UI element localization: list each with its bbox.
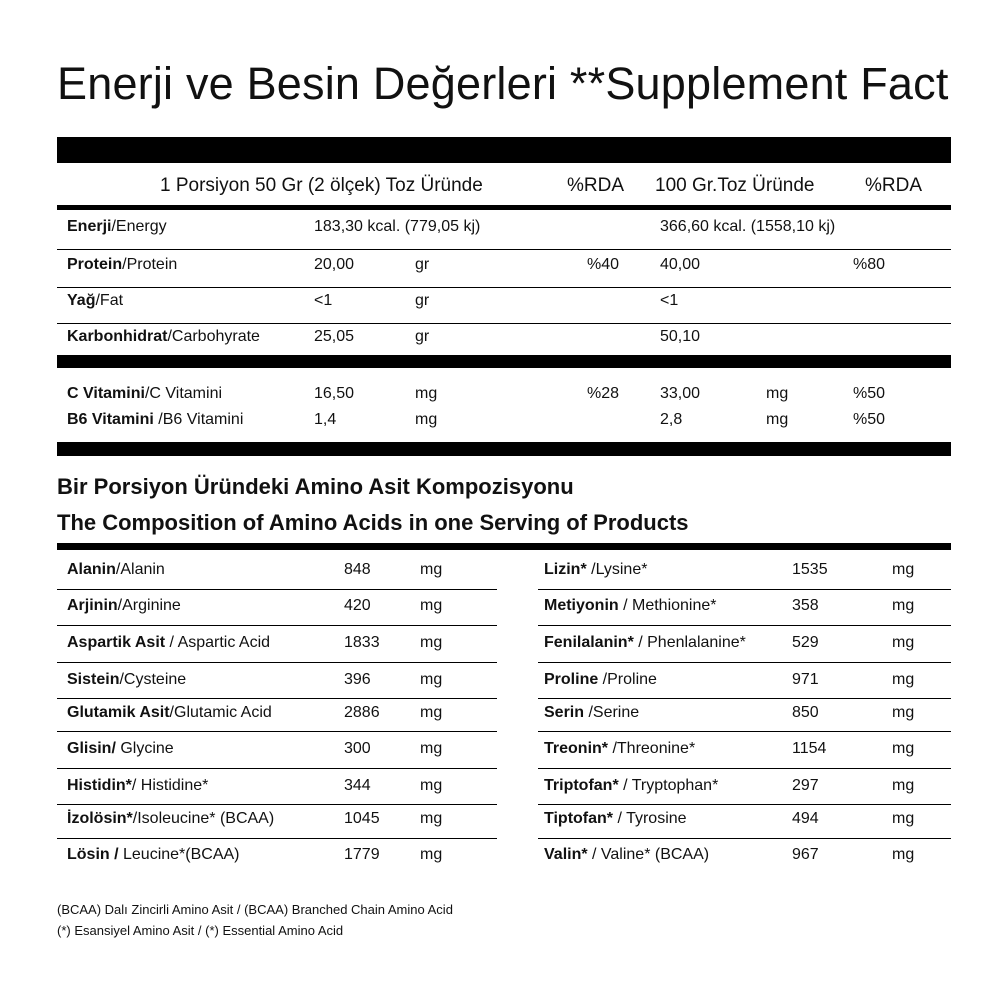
amino-right-label-tr: Fenilalanin* (544, 634, 634, 651)
page-title: Enerji ve Besin Değerleri **Supplement Fact (57, 58, 949, 109)
amino-right-unit: mg (892, 634, 915, 651)
unit-portion: gr (415, 256, 430, 273)
amino-right-value: 971 (792, 671, 819, 688)
amino-right-label-en: /Threonine* (608, 740, 696, 757)
value-portion: 20,00 (314, 256, 355, 273)
amino-right-label-tr: Tiptofan* (544, 810, 614, 827)
amino-right-label-tr: Proline (544, 671, 599, 688)
amino-left-value: 1833 (344, 634, 380, 651)
amino-left-label (67, 671, 186, 689)
amino-right-label (544, 777, 718, 795)
amino-left-unit: mg (420, 740, 443, 757)
nutrient-label (67, 328, 260, 346)
footnote-essential: (*) Esansiyel Amino Asit / (*) Essential Amino Acid (57, 923, 344, 938)
amino-right-label-tr: Triptofan* (544, 777, 619, 794)
amino-right-value: 850 (792, 704, 819, 721)
amino-right-label-tr: Serin (544, 704, 585, 721)
nutrient-label-tr: Protein (67, 256, 123, 273)
amino-right-value: 494 (792, 810, 819, 827)
amino-right-label (544, 846, 709, 864)
amino-right-label-tr: Valin* (544, 846, 588, 863)
nutrient-label-en: /Carbohyrate (167, 328, 260, 345)
vitamin-label-tr: C Vitamini (67, 385, 145, 402)
amino-left-unit: mg (420, 597, 443, 614)
nutrient-label-tr: Yağ (67, 292, 96, 309)
amino-row-divider-right (538, 731, 951, 732)
amino-left-label (67, 810, 274, 828)
amino-left-label-en: Glycine (115, 740, 174, 757)
amino-right-label-en: / Methionine* (618, 597, 717, 614)
amino-right-label-en: / Phenlalanine* (633, 634, 746, 651)
amino-left-value: 1045 (344, 810, 380, 827)
amino-row-divider-right (538, 625, 951, 626)
amino-divider-bar (57, 543, 951, 550)
amino-right-label-en: / Tyrosine (613, 810, 687, 827)
row-divider (57, 323, 951, 324)
amino-left-value: 344 (344, 777, 371, 794)
nutrient-label-tr: Karbonhidrat (67, 328, 168, 345)
vitamin-label (67, 411, 243, 429)
amino-left-label-tr: Lösin / (67, 846, 119, 863)
nutrient-label-tr: Enerji (67, 218, 112, 235)
amino-right-label-en: /Proline (598, 671, 657, 688)
amino-right-unit: mg (892, 777, 915, 794)
amino-row-divider-right (538, 662, 951, 663)
amino-right-value: 1535 (792, 561, 828, 578)
section-divider-bar (57, 442, 951, 456)
amino-left-value: 396 (344, 671, 371, 688)
amino-right-value: 967 (792, 846, 819, 863)
amino-right-label-en: / Tryptophan* (618, 777, 719, 794)
amino-right-label (544, 740, 695, 758)
amino-left-label-en: /Arginine (117, 597, 181, 614)
amino-title-tr: Bir Porsiyon Üründeki Amino Asit Kompozisyonu (57, 474, 574, 499)
amino-row-divider-right (538, 804, 951, 805)
amino-left-unit: mg (420, 561, 443, 578)
value-portion: 16,50 (314, 385, 355, 402)
vitamin-label-tr: B6 Vitamini (67, 411, 159, 428)
nutrient-label (67, 292, 123, 310)
amino-left-label-en: /Alanin (115, 561, 165, 578)
amino-left-label-tr: Glutamik Asit (67, 704, 170, 721)
per100-header: 100 Gr.Toz Üründe (655, 175, 815, 196)
value-portion: 183,30 kcal. (779,05 kj) (314, 218, 481, 235)
amino-left-unit: mg (420, 846, 443, 863)
amino-right-label-en: /Lysine* (586, 561, 648, 578)
amino-right-label (544, 671, 657, 689)
amino-right-unit: mg (892, 846, 915, 863)
amino-left-value: 300 (344, 740, 371, 757)
vitamin-label (67, 385, 222, 403)
amino-left-label (67, 777, 208, 795)
amino-right-label (544, 634, 746, 652)
amino-right-value: 297 (792, 777, 819, 794)
rda-header-2: %RDA (865, 175, 923, 196)
amino-left-unit: mg (420, 810, 443, 827)
amino-left-value: 2886 (344, 704, 380, 721)
amino-row-divider-left (57, 625, 497, 626)
amino-right-label (544, 597, 717, 615)
nutrient-label-en: /Protein (122, 256, 178, 273)
amino-right-unit: mg (892, 740, 915, 757)
vitamin-label-en: /B6 Vitamini (158, 411, 244, 428)
amino-left-label-en: / Aspartic Acid (165, 634, 271, 651)
amino-right-unit: mg (892, 704, 915, 721)
amino-left-unit: mg (420, 704, 443, 721)
amino-row-divider-left (57, 589, 497, 590)
amino-left-label (67, 561, 165, 579)
nutrient-label (67, 218, 167, 236)
amino-left-value: 420 (344, 597, 371, 614)
amino-left-label (67, 740, 174, 758)
amino-right-label (544, 704, 639, 722)
rda-100g: %80 (853, 256, 886, 273)
amino-right-label-tr: Metiyonin (544, 597, 619, 614)
amino-row-divider-right (538, 589, 951, 590)
amino-right-value: 529 (792, 634, 819, 651)
value-100g: 50,10 (660, 328, 701, 345)
amino-title-en: The Composition of Amino Acids in one Serving of Products (57, 510, 689, 535)
rda-100g: %50 (853, 411, 886, 428)
amino-row-divider-left (57, 731, 497, 732)
row-divider (57, 287, 951, 288)
amino-left-label-en: /Isoleucine* (BCAA) (132, 810, 275, 827)
amino-left-label-tr: Arjinin (67, 597, 118, 614)
header-divider (57, 205, 951, 210)
footnote-bcaa: (BCAA) Dalı Zincirli Amino Asit / (BCAA) Branched Chain Amino Acid (57, 902, 453, 917)
amino-left-label-tr: Aspartik Asit (67, 634, 166, 651)
amino-row-divider-left (57, 662, 497, 663)
portion-header: 1 Porsiyon 50 Gr (2 ölçek) Toz Üründe (160, 175, 483, 196)
vitamin-divider-bar (57, 355, 951, 368)
value-100g: 366,60 kcal. (1558,10 kj) (660, 218, 836, 235)
value-100g: 40,00 (660, 256, 701, 273)
value-100g: <1 (660, 292, 679, 309)
amino-right-label (544, 561, 647, 579)
amino-right-value: 358 (792, 597, 819, 614)
amino-left-label-tr: Glisin/ (67, 740, 116, 757)
amino-left-label (67, 634, 270, 652)
amino-right-label-tr: Lizin* (544, 561, 587, 578)
amino-row-divider-left (57, 768, 497, 769)
unit-portion: mg (415, 411, 438, 428)
amino-left-value: 848 (344, 561, 371, 578)
header-bar (57, 137, 951, 163)
amino-left-label-en: /Cysteine (119, 671, 187, 688)
value-100g: 2,8 (660, 411, 683, 428)
amino-left-label (67, 846, 240, 864)
amino-right-unit: mg (892, 561, 915, 578)
amino-left-unit: mg (420, 634, 443, 651)
value-portion: 25,05 (314, 328, 355, 345)
amino-row-divider-left (57, 838, 497, 839)
amino-left-value: 1779 (344, 846, 380, 863)
unit-portion: gr (415, 328, 430, 345)
rda-header-1: %RDA (567, 175, 625, 196)
rda-portion: %40 (587, 256, 620, 273)
amino-right-label (544, 810, 687, 828)
amino-right-unit: mg (892, 671, 915, 688)
value-portion: <1 (314, 292, 333, 309)
unit-portion: mg (415, 385, 438, 402)
unit-100g: mg (766, 385, 789, 402)
amino-left-label-tr: Sistein (67, 671, 120, 688)
amino-right-value: 1154 (792, 740, 827, 757)
amino-right-unit: mg (892, 597, 915, 614)
vitamin-label-en: /C Vitamini (144, 385, 223, 402)
amino-right-label-en: / Valine* (BCAA) (587, 846, 710, 863)
amino-row-divider-right (538, 768, 951, 769)
amino-right-label-en: /Serine (584, 704, 640, 721)
row-divider (57, 249, 951, 250)
amino-left-label-en: Leucine*(BCAA) (118, 846, 240, 863)
rda-portion: %28 (587, 385, 620, 402)
amino-row-divider-right (538, 838, 951, 839)
amino-left-unit: mg (420, 671, 443, 688)
nutrient-label-en: /Energy (111, 218, 167, 235)
amino-row-divider-right (538, 698, 951, 699)
amino-left-label (67, 704, 272, 722)
unit-100g: mg (766, 411, 789, 428)
amino-row-divider-left (57, 804, 497, 805)
nutrient-label (67, 256, 177, 274)
amino-right-unit: mg (892, 810, 915, 827)
unit-portion: gr (415, 292, 430, 309)
value-100g: 33,00 (660, 385, 701, 402)
rda-100g: %50 (853, 385, 886, 402)
amino-left-unit: mg (420, 777, 443, 794)
value-portion: 1,4 (314, 411, 337, 428)
nutrient-label-en: /Fat (95, 292, 124, 309)
amino-left-label-tr: Alanin (67, 561, 116, 578)
amino-left-label-tr: İzolösin* (67, 810, 133, 827)
amino-left-label (67, 597, 181, 615)
amino-right-label-tr: Treonin* (544, 740, 609, 757)
amino-left-label-en: / Histidine* (131, 777, 209, 794)
amino-left-label-tr: Histidin* (67, 777, 132, 794)
amino-row-divider-left (57, 698, 497, 699)
amino-left-label-en: /Glutamic Acid (169, 704, 272, 721)
